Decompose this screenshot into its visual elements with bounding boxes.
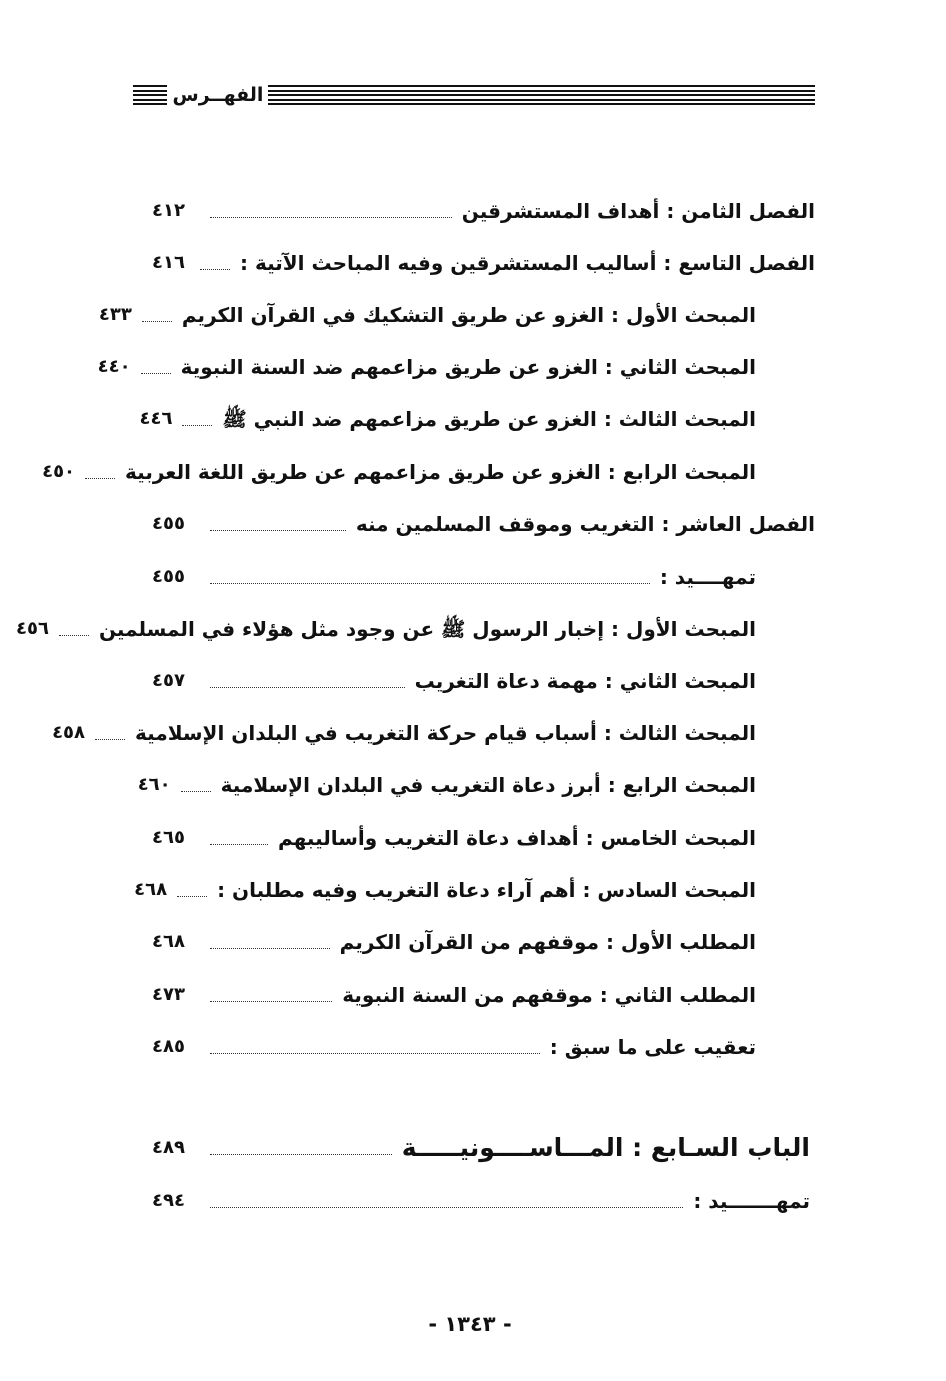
toc-leader-dots bbox=[141, 373, 171, 374]
toc-leader-dots bbox=[210, 844, 268, 845]
toc-leader-dots bbox=[177, 896, 207, 897]
toc-entry-page: ٤١٦ bbox=[152, 252, 185, 273]
toc-entry-title: الفصل العاشر : التغريب وموقف المسلمين منه bbox=[355, 512, 815, 536]
toc-entry-page: ٤٣٣ bbox=[98, 304, 132, 325]
toc-entry-title: المبحث الثاني : الغزو عن طريق مزاعمهم ضد السنة النبوية bbox=[180, 355, 756, 379]
toc-entry bbox=[134, 869, 756, 905]
toc-entry-page: ٤٦٨ bbox=[134, 879, 168, 900]
toc-leader-dots bbox=[210, 1001, 332, 1002]
toc-leader-dots bbox=[182, 425, 212, 426]
toc-entry-page: ٤٥٥ bbox=[152, 513, 185, 534]
toc-entry-title: المبحث الثالث : أسباب قيام حركة التغريب في البلدان الإسلامية bbox=[135, 721, 756, 745]
toc-entry-title: تعقيب على ما سبق : bbox=[549, 1035, 756, 1059]
toc-entry-page: ٤٧٣ bbox=[152, 984, 185, 1005]
toc-leader-dots bbox=[210, 687, 405, 688]
toc-leader-dots bbox=[210, 530, 346, 531]
toc-entry-page: ٤٩٤ bbox=[152, 1190, 185, 1211]
header-title: الفهــرس bbox=[172, 84, 264, 106]
toc-entry-page: ٤٦٥ bbox=[152, 827, 185, 848]
toc-entry-page: ٤١٢ bbox=[152, 200, 185, 221]
toc-entry bbox=[152, 1127, 810, 1163]
toc-entry-title: المبحث الأول : إخبار الرسول ﷺ عن وجود مثل هؤلاء في المسلمين bbox=[98, 617, 756, 641]
toc-entry-title: المبحث الأول : الغزو عن طريق التشكيك في القرآن الكريم bbox=[181, 303, 756, 327]
toc-entry-page: ٤٦٨ bbox=[152, 931, 185, 952]
toc-entry-page: ٤٥٧ bbox=[152, 670, 185, 691]
toc-entry-title: المبحث الثالث : الغزو عن طريق مزاعمهم ضد النبي ﷺ bbox=[222, 407, 756, 431]
running-header bbox=[133, 82, 815, 108]
toc-entry-title: المطلب الثاني : موقفهم من السنة النبوية bbox=[342, 983, 756, 1007]
toc-leader-dots bbox=[95, 739, 125, 740]
toc-entry-title: المبحث الثاني : مهمة دعاة التغريب bbox=[414, 669, 756, 693]
toc-entry bbox=[15, 608, 756, 644]
toc-entry-title: تمهــــيد : bbox=[659, 565, 756, 589]
toc-entry-title: المبحث الرابع : أبرز دعاة التغريب في البلدان الإسلامية bbox=[220, 773, 756, 797]
toc-leader-dots bbox=[210, 583, 650, 584]
toc-entry-title: المطلب الأول : موقفهم من القرآن الكريم bbox=[339, 930, 756, 954]
toc-entry bbox=[152, 974, 756, 1010]
toc-leader-dots bbox=[59, 635, 89, 636]
header-rule-right bbox=[268, 85, 815, 105]
toc-entry-page: ٤٨٩ bbox=[152, 1137, 185, 1158]
toc-entry-title: المبحث السادس : أهم آراء دعاة التغريب وفيه مطلبان : bbox=[217, 878, 756, 902]
toc-leader-dots bbox=[210, 1053, 540, 1054]
toc-entry bbox=[152, 1180, 810, 1216]
toc-entry bbox=[42, 451, 756, 487]
toc-entry bbox=[139, 398, 756, 434]
toc-entry bbox=[52, 712, 756, 748]
toc-entry-title: تمهـــــــيد : bbox=[693, 1189, 810, 1213]
toc-entry bbox=[152, 242, 815, 278]
toc-leader-dots bbox=[210, 948, 330, 949]
toc-entry bbox=[98, 294, 756, 330]
toc-entry-page: ٤٤٠ bbox=[97, 356, 131, 377]
toc-entry-page: ٤٥٦ bbox=[15, 618, 49, 639]
toc-entry-title: الفصل التاسع : أساليب المستشرقين وفيه المباحث الآتية : bbox=[239, 251, 815, 275]
toc-entry bbox=[152, 660, 756, 696]
toc-entry bbox=[152, 503, 815, 539]
toc-entry bbox=[152, 921, 756, 957]
toc-entry-page: ٤٨٥ bbox=[152, 1036, 185, 1057]
toc-entry-title: المبحث الرابع : الغزو عن طريق مزاعمهم عن طريق اللغة العربية bbox=[125, 460, 756, 484]
toc-entry bbox=[97, 346, 756, 382]
toc-entry bbox=[152, 1026, 756, 1062]
page-number: - ١٣٤٣ - bbox=[428, 1312, 512, 1336]
toc-leader-dots bbox=[210, 1154, 392, 1155]
toc-leader-dots bbox=[181, 791, 211, 792]
toc-entry-page: ٤٥٥ bbox=[152, 566, 185, 587]
toc-entry-page: ٤٤٦ bbox=[139, 408, 173, 429]
toc-entry-page: ٤٦٠ bbox=[137, 774, 171, 795]
toc-leader-dots bbox=[85, 478, 115, 479]
toc-entry-title: الباب السـابع : المـــاســــونيـــــة bbox=[401, 1133, 810, 1162]
toc-leader-dots bbox=[200, 269, 230, 270]
toc-entry bbox=[152, 556, 756, 592]
toc-entry-title: المبحث الخامس : أهداف دعاة التغريب وأساليبهم bbox=[278, 826, 756, 850]
toc-entry-page: ٤٥٨ bbox=[52, 722, 86, 743]
toc-entry-title: الفصل الثامن : أهداف المستشرقين bbox=[461, 199, 815, 223]
toc-entry bbox=[152, 817, 756, 853]
toc-leader-dots bbox=[210, 1207, 683, 1208]
toc-leader-dots bbox=[210, 217, 452, 218]
toc-entry-page: ٤٥٠ bbox=[42, 461, 76, 482]
toc-entry bbox=[137, 764, 756, 800]
toc-leader-dots bbox=[142, 321, 172, 322]
header-rule-left bbox=[133, 85, 167, 105]
toc-entry bbox=[152, 190, 815, 226]
